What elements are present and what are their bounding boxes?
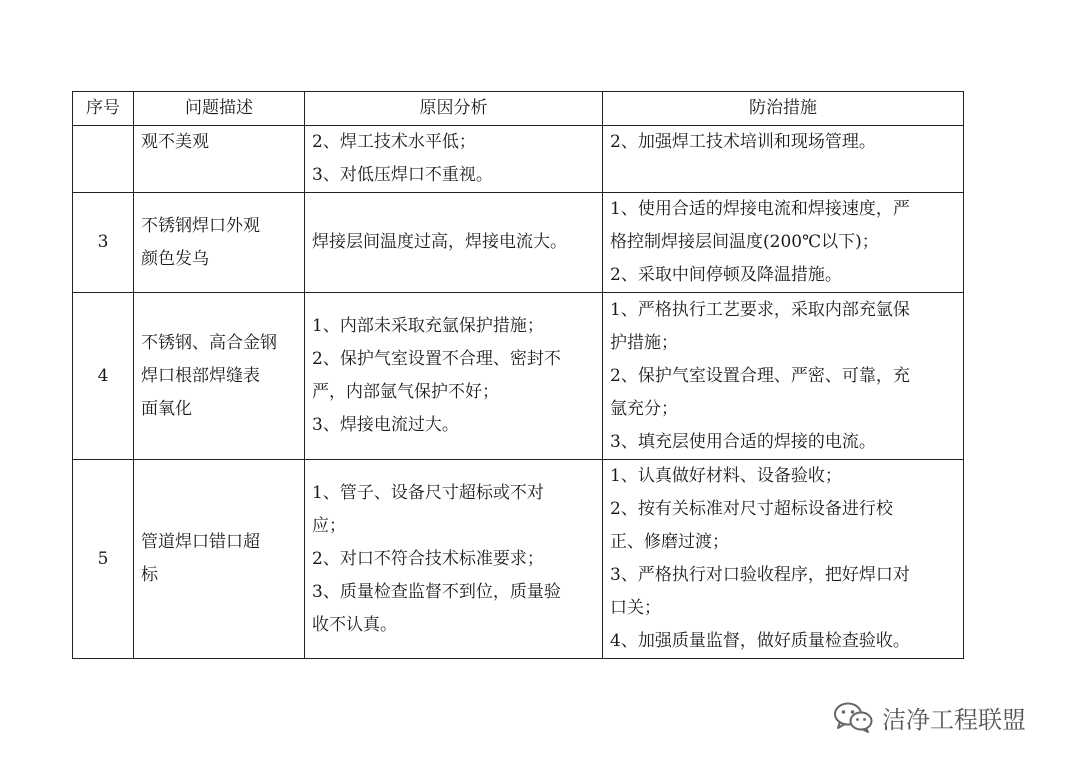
problem-line: 面氧化 (141, 398, 192, 419)
cause-line: 2、对口不符合技术标准要求； (312, 548, 544, 569)
header-number: 序号 (73, 92, 134, 126)
problem-cell (134, 126, 305, 193)
measure-line: 1、使用合适的焊接电流和焊接速度，严 (610, 199, 910, 219)
problem-cell (134, 293, 305, 460)
problem-line: 颜色发乌 (141, 248, 209, 269)
causes-cell (305, 126, 603, 193)
table-header-row (73, 92, 964, 126)
measure-line: 2、按有关标准对尺寸超标设备进行校 (610, 499, 893, 519)
wechat-icon (832, 700, 874, 734)
measures-cell (603, 126, 964, 193)
cause-line: 2、保护气室设置不合理、密封不 (312, 349, 561, 369)
cause-line: 1、管子、设备尺寸超标或不对 (312, 482, 544, 503)
row-number: 5 (73, 460, 134, 659)
cause-line: 收不认真。 (312, 614, 397, 635)
measure-line: 护措施； (610, 332, 678, 353)
row-number: 3 (73, 193, 134, 293)
header-measures: 防治措施 (603, 92, 964, 126)
cause-line: 2、焊工技术水平低； (312, 132, 476, 152)
row-number: 4 (73, 293, 134, 460)
cause-line: 应； (312, 515, 346, 536)
measure-line: 正、修磨过渡； (610, 532, 729, 552)
cause-line: 3、质量检查监督不到位，质量验 (312, 581, 561, 602)
table-row (73, 293, 964, 460)
measure-line: 2、加强焊工技术培训和现场管理。 (610, 132, 876, 152)
measure-line: 3、严格执行对口验收程序，把好焊口对 (610, 565, 910, 585)
measure-line: 氩充分； (610, 398, 678, 419)
measure-line: 2、采取中间停顿及降温措施。 (610, 265, 842, 285)
cause-line: 3、焊接电流过大。 (312, 415, 459, 435)
measure-line: 1、认真做好材料、设备验收； (610, 466, 842, 486)
measure-line: 口关； (610, 598, 661, 618)
measure-line: 2、保护气室设置合理、严密、可靠，充 (610, 365, 910, 386)
measure-line: 格控制焊接层间温度(200℃以下)； (610, 232, 879, 252)
table-row (73, 193, 964, 293)
problem-line: 标 (141, 565, 158, 585)
watermark (832, 699, 1026, 735)
problem-line: 管道焊口错口超 (141, 532, 260, 552)
cause-line: 1、内部未采取充氩保护措施； (312, 316, 544, 336)
cause-line: 3、对低压焊口不重视。 (312, 165, 493, 185)
measure-line: 4、加强质量监督，做好质量检查验收。 (610, 631, 910, 651)
problem-line: 不锈钢焊口外观 (141, 215, 260, 236)
measures-cell (603, 460, 964, 659)
header-problem: 问题描述 (134, 92, 305, 126)
problem-line: 不锈钢、高合金钢 (141, 332, 277, 353)
measure-line: 3、填充层使用合适的焊接的电流。 (610, 431, 876, 452)
measures-cell (603, 193, 964, 293)
row-number (73, 126, 134, 193)
causes-cell (305, 460, 603, 659)
causes-cell (305, 193, 603, 293)
header-causes: 原因分析 (305, 92, 603, 126)
causes-cell (305, 293, 603, 460)
problem-line: 观不美观 (141, 132, 209, 152)
problem-cell (134, 460, 305, 659)
cause-line: 焊接层间温度过高，焊接电流大。 (312, 232, 567, 252)
defects-table (72, 91, 964, 659)
problem-cell (134, 193, 305, 293)
table-row (73, 460, 964, 659)
cause-line: 严，内部氩气保护不好； (312, 382, 499, 402)
problem-line: 焊口根部焊缝表 (141, 365, 260, 386)
table-row (73, 126, 964, 193)
watermark-text: 洁净工程联盟 (882, 705, 1026, 734)
measure-line: 1、严格执行工艺要求，采取内部充氩保 (610, 299, 910, 320)
measures-cell (603, 293, 964, 460)
